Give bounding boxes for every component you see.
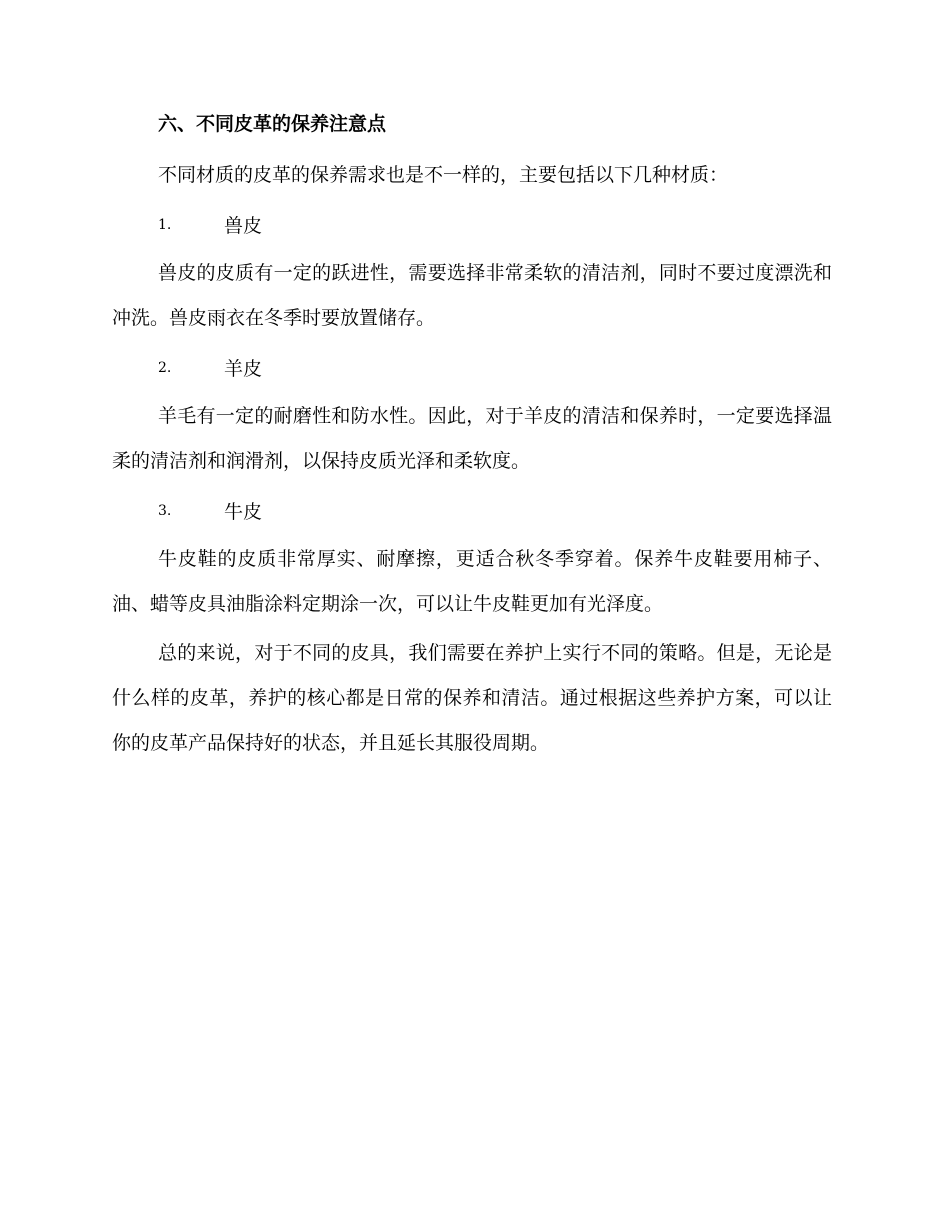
list-item-heading <box>112 345 832 390</box>
list-item-body: 羊毛有一定的耐磨性和防水性。因此，对于羊皮的清洁和保养时，一定要选择温柔的清洁剂和润滑剂，以保持皮质光泽和柔软度。 <box>112 405 832 472</box>
conclusion-paragraph: 总的来说，对于不同的皮具，我们需要在养护上实行不同的策略。但是，无论是什么样的皮革，养护的核心都是日常的保养和清洁。通过根据这些养护方案，可以让你的皮革产品保持好的状态，并且延长其服役周期。 <box>112 642 832 754</box>
list-item-title: 羊皮 <box>224 358 263 380</box>
list-item-heading <box>112 202 832 247</box>
list-item-heading <box>112 488 832 533</box>
section-heading: 六、不同皮革的保养注意点 <box>158 113 387 135</box>
list-item-title: 兽皮 <box>224 215 263 237</box>
intro-paragraph: 不同材质的皮革的保养需求也是不一样的，主要包括以下几种材质： <box>158 164 729 186</box>
document-content <box>112 108 832 770</box>
list-item-number: 1. <box>158 216 172 233</box>
list-item-body: 兽皮的皮质有一定的跃进性，需要选择非常柔软的清洁剂，同时不要过度漂洗和冲洗。兽皮雨衣在冬季时要放置储存。 <box>112 262 832 329</box>
list-item-number: 3. <box>158 502 172 519</box>
list-item-title: 牛皮 <box>224 501 263 523</box>
list-item-number: 2. <box>158 359 172 376</box>
list-item-body: 牛皮鞋的皮质非常厚实、耐摩擦，更适合秋冬季穿着。保养牛皮鞋要用柿子、油、蜡等皮具油脂涂料定期涂一次，可以让牛皮鞋更加有光泽度。 <box>112 548 832 615</box>
